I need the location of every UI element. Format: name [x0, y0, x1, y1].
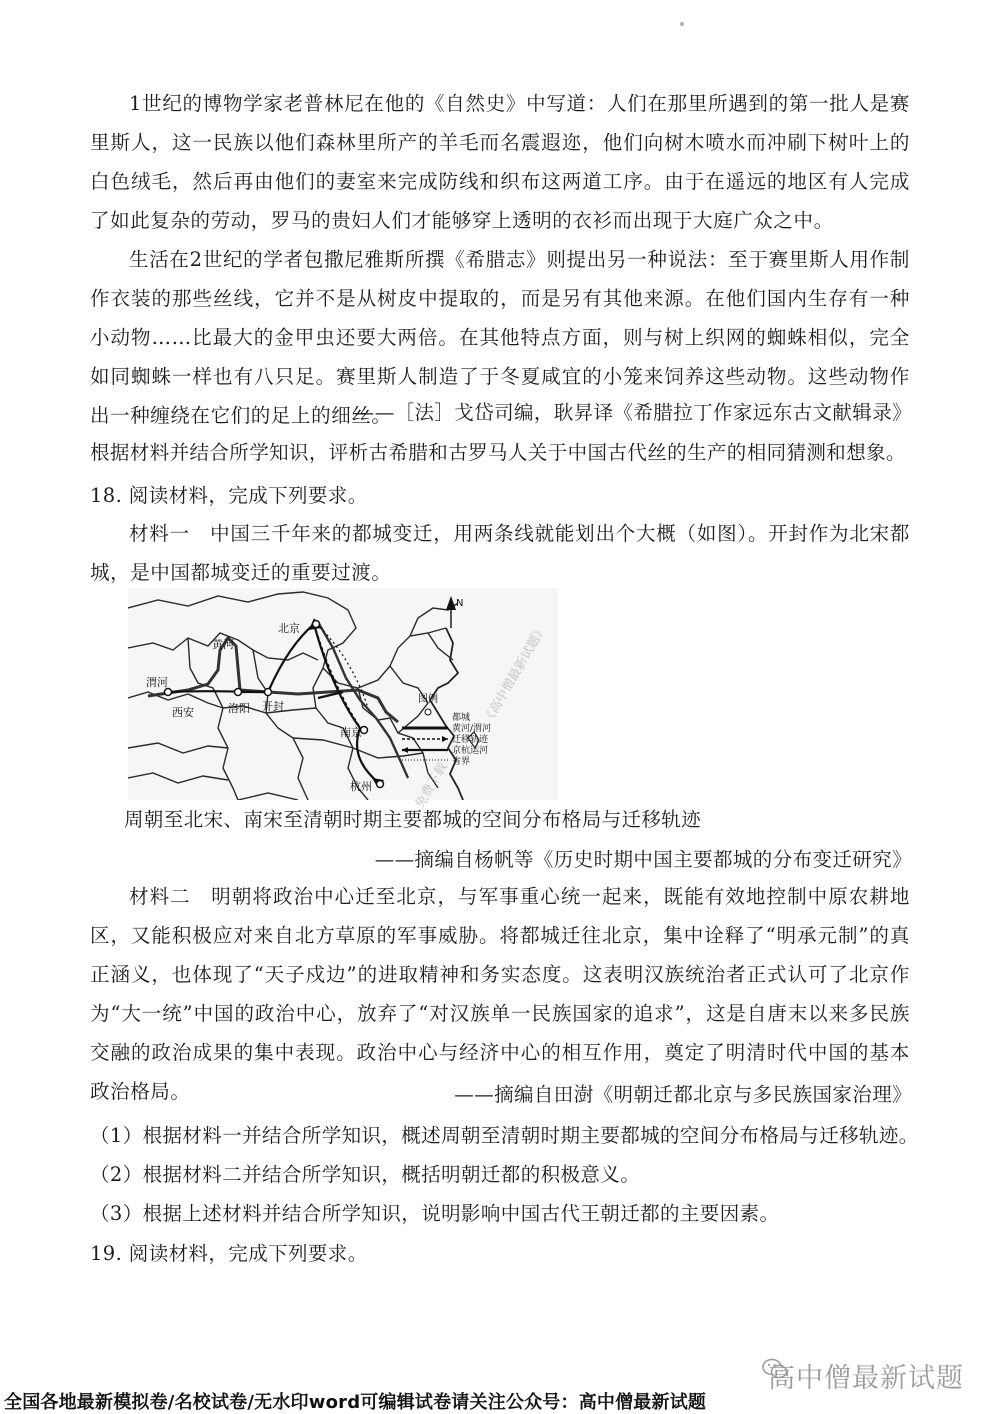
question-18-heading: 18. 阅读材料，完成下列要求。 — [90, 484, 368, 507]
question-17-prompt: 根据材料并结合所学知识，评析古希腊和古罗马人关于中国古代丝的生产的相同猜测和想象。 — [90, 441, 906, 464]
material-18-2-source: ——摘编自田澍《明朝迁都北京与多民族国家治理》 — [454, 1083, 912, 1106]
map-label-xian: 西安 — [172, 706, 194, 719]
question-19-heading: 19. 阅读材料，完成下列要求。 — [90, 1242, 368, 1265]
legend-border: 省界 — [452, 757, 471, 767]
legend-river: 黄河/渭河 — [452, 724, 492, 734]
legend-canal: 京杭运河 — [452, 746, 489, 756]
legend-capital: 都城 — [452, 713, 471, 723]
legend-migration: 迁移轨迹 — [452, 735, 489, 745]
map-label-yellow-river: 黄河 — [212, 638, 234, 651]
map-watermark-2: 免费下载 — [411, 759, 450, 811]
material-17-paragraph-1: 1世纪的博物学家老普林尼在他的《自然史》中写道：人们在那里所遇到的第一批人是赛里斯人，这一民族以他们森林里所产的羊毛而名震遐迩，他们向树木喷水而冲刷下树叶上的白色绒毛，然后再由他们的妻室来完成防线和织布这两道工序。由于在遥远的地区有人完成了如此复杂的劳动，罗马的贵妇人们才能够穿上透明的衣衫而出现于大庭广众之中。 — [90, 92, 910, 232]
material-17-paragraph-2: 生活在2世纪的学者包撒尼雅斯所撰《希腊志》则提出另一种说法：至于赛里斯人用作制作衣装的那些丝线，它并不是从树皮中提取的，而是另有其他来源。在他们国内生存有一种小动物……比最大的金甲虫还要大两倍。在其他特点方面，则与树上织网的蜘蛛相似，完全如同蜘蛛一样也有八只足。赛里斯人制造了于冬夏咸宜的小笼来饲养这些动物。这些动物作出一种缠绕在它们的足上的细丝。 — [90, 248, 910, 427]
map-label-nanjing: 南京 — [340, 726, 362, 739]
map-label-hangzhou: 杭州 — [350, 780, 372, 793]
material-18-1-source: ——摘编自杨帆等《历史时期中国主要都城的分布变迁研究》 — [374, 848, 912, 871]
footer-notice: 全国各地最新模拟卷/名校试卷/无水印word可编辑试卷请关注公众号：高中僧最新试题 — [4, 1392, 707, 1413]
material-18-1-text: 材料一 中国三千年来的都城变迁，用两条线就能划出个大概（如图）。开封作为北宋都城，是中国都城变迁的重要过渡。 — [90, 522, 910, 584]
legend-title: 图例 — [418, 694, 438, 705]
material-18-2-text: 材料二 明朝将政治中心迁至北京，与军事重心统一起来，既能有效地控制中原农耕地区，又能积极应对来自北方草原的军事威胁。将都城迁往北京，集中诠释了“明承元制”的真正涵义，也体现了“天子戍边”的进取精神和务实态度。这表明汉族统治者正式认可了北京作为“大一统”中国的政治中心，放弃了“对汉族单一民族国家的追求”，这是自唐末以来多民族交融的政治成果的集中表现。政治中心与经济中心的相互作用，奠定了明清时代中国的基本政治格局。 — [90, 885, 910, 1103]
map-label-wei-river: 渭河 — [146, 676, 168, 689]
scan-speck — [680, 22, 684, 26]
map-label-beijing: 北京 — [278, 622, 300, 635]
question-18-sub-2: （2）根据材料二并结合所学知识，概括明朝迁都的积极意义。 — [90, 1163, 641, 1186]
north-label: N — [456, 598, 464, 609]
map-label-luoyang: 洛阳 — [228, 702, 250, 715]
question-18-sub-1: （1）根据材料一并结合所学知识，概述周朝至清朝时期主要都城的空间分布格局与迁移轨迹。 — [90, 1124, 919, 1147]
map-watermark: 《高中僧最新试题》 — [479, 621, 549, 727]
map-caption: 周朝至北宋、南宋至清朝时期主要都城的空间分布格局与迁移轨迹 — [124, 808, 702, 831]
map-label-kaifeng: 开封 — [262, 700, 284, 713]
capital-migration-map — [128, 588, 558, 811]
material-17-source: ——［法］戈岱司编，耿昇译《希腊拉丁作家远东古文献辑录》 — [354, 401, 912, 424]
brand-label: 高中僧最新试题 — [768, 1363, 964, 1394]
question-18-sub-3: （3）根据上述材料并结合所学知识，说明影响中国古代王朝迁都的主要因素。 — [90, 1202, 780, 1225]
